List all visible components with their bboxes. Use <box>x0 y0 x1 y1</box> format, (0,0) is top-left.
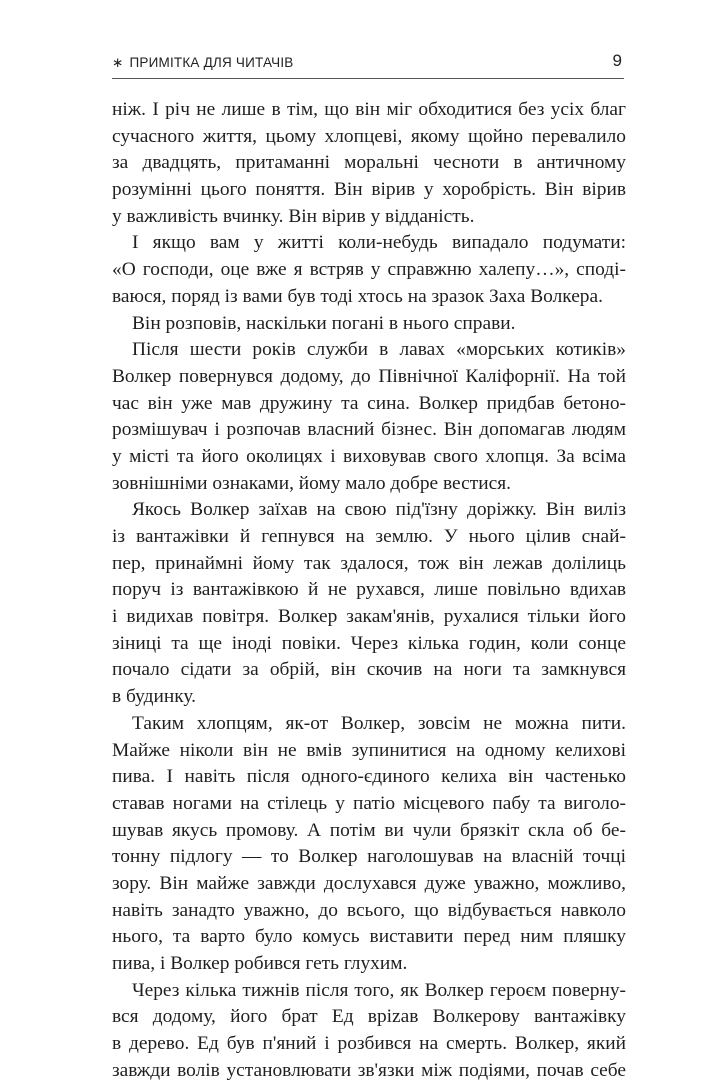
text-line-6a: «О господи, оце вже я встряв у справжню халепу…», споді- <box>112 259 626 281</box>
text-line: Він розповів, наскільки погані в нього справи. <box>132 312 516 334</box>
text-line: і видихав повітря. Волкер закам'янів, рухалися тільки його <box>112 606 626 628</box>
text-line: Через кілька тижнів після того, як Волкер героєм поверну- <box>132 979 626 1001</box>
text-line: у місті та його околицях і виховував свого хлопця. За всіма <box>112 445 626 467</box>
text-line: сучасного життя, цьому хлопцеві, якому щойно перевалило <box>112 125 626 147</box>
text-line-b <box>112 284 626 311</box>
text-line: ніж. І річ не лише в тім, що він міг обходитися без усіх благ <box>112 99 626 120</box>
text-line: нього, та варто було комусь виставити перед ним пляшку <box>112 926 626 948</box>
text-line: пива, і Волкер робився геть глухим. <box>112 953 408 974</box>
text-line: розумінні цього поняття. Він вірив у хоробрість. Він вірив <box>112 179 626 201</box>
text-line: із вантажівки й гепнувся на землю. У нього цілив снай- <box>112 526 626 547</box>
text-line: почало сідати за обрій, він скочив на ноги та замкнувся <box>112 659 626 681</box>
text-line: Волкер повернувся додому, до Північної Каліфорнії. На той <box>112 365 626 387</box>
text-line: розмішувач і розпочав власний бізнес. Він допомагав людям <box>112 419 626 441</box>
text-line: пер, принаймні йому так здалося, тож він лежав долілиць <box>112 552 626 574</box>
text-line: час він уже мав дружину та сина. Волкер придбав бетоно- <box>112 392 626 414</box>
running-header <box>112 49 624 79</box>
star-ornament: ∗ <box>112 55 124 70</box>
text-line: Якось Волкер заїхав на свою під'їзну доріжку. Він виліз <box>132 499 626 521</box>
text-line: шував якусь промову. А потім ви чули брязкіт скла об бе- <box>112 819 626 841</box>
text-line: в дерево. Ед був п'яний і розбився на смерть. Волкер, який <box>112 1033 626 1055</box>
body-text <box>112 97 626 1084</box>
text-line: вся додому, його брат Ед вріzав Волкерову вантажівку <box>112 1006 626 1028</box>
text-line: тонну підлогу — то Волкер наголошував на власній точці <box>112 846 626 868</box>
text-line: Після шести років служби в лавах «морських котиків» <box>132 339 626 361</box>
text-line: зовнішніми ознаками, йому мало добре вестися. <box>112 472 511 494</box>
text-line: навіть занадто уважно, до всього, що відбувається навколо <box>112 899 626 921</box>
page-number: 9 <box>612 51 622 70</box>
text-line: пива. І навіть після одного-єдиного келиха він частенько <box>112 766 626 788</box>
text-line: в будинку. <box>112 686 196 708</box>
text-line: поруч із вантажівкою й не рухався, лише повільно вдихав <box>112 579 626 601</box>
header-divider <box>112 78 624 79</box>
text-line: зору. Він майже завжди дослухався дуже уважно, можливо, <box>112 872 626 894</box>
section-title: ПРИМІТКА ДЛЯ ЧИТАЧІВ <box>129 55 294 70</box>
text-line-6b: ваюся, поряд із вами був тоді хтось на зразок Заха Волкера. <box>112 285 603 307</box>
text-line: завжди волів установлювати зв'язки між подіями, почав себе <box>112 1059 626 1081</box>
text-line: ставав ногами на стілець у патіо місцевого пабу та виголо- <box>112 792 626 814</box>
section-title-container <box>112 55 294 71</box>
text-line: за двадцять, притаманні моральні чесноти в античному <box>112 152 626 174</box>
text-line: зіниці та ще іноді повіки. Через кілька годин, коли сонце <box>112 632 626 654</box>
text-line: Таким хлопцям, як-от Волкер, зовсім не можна пити. <box>132 712 626 734</box>
text-line-a <box>112 257 626 284</box>
text-line: І якщо вам у житті коли-небудь випадало подумати: <box>132 232 626 254</box>
text-line: Майже ніколи він не вмів зупинитися на одному келихові <box>112 739 626 761</box>
text-line: у важливість вчинку. Він вірив у відданість. <box>112 205 475 227</box>
